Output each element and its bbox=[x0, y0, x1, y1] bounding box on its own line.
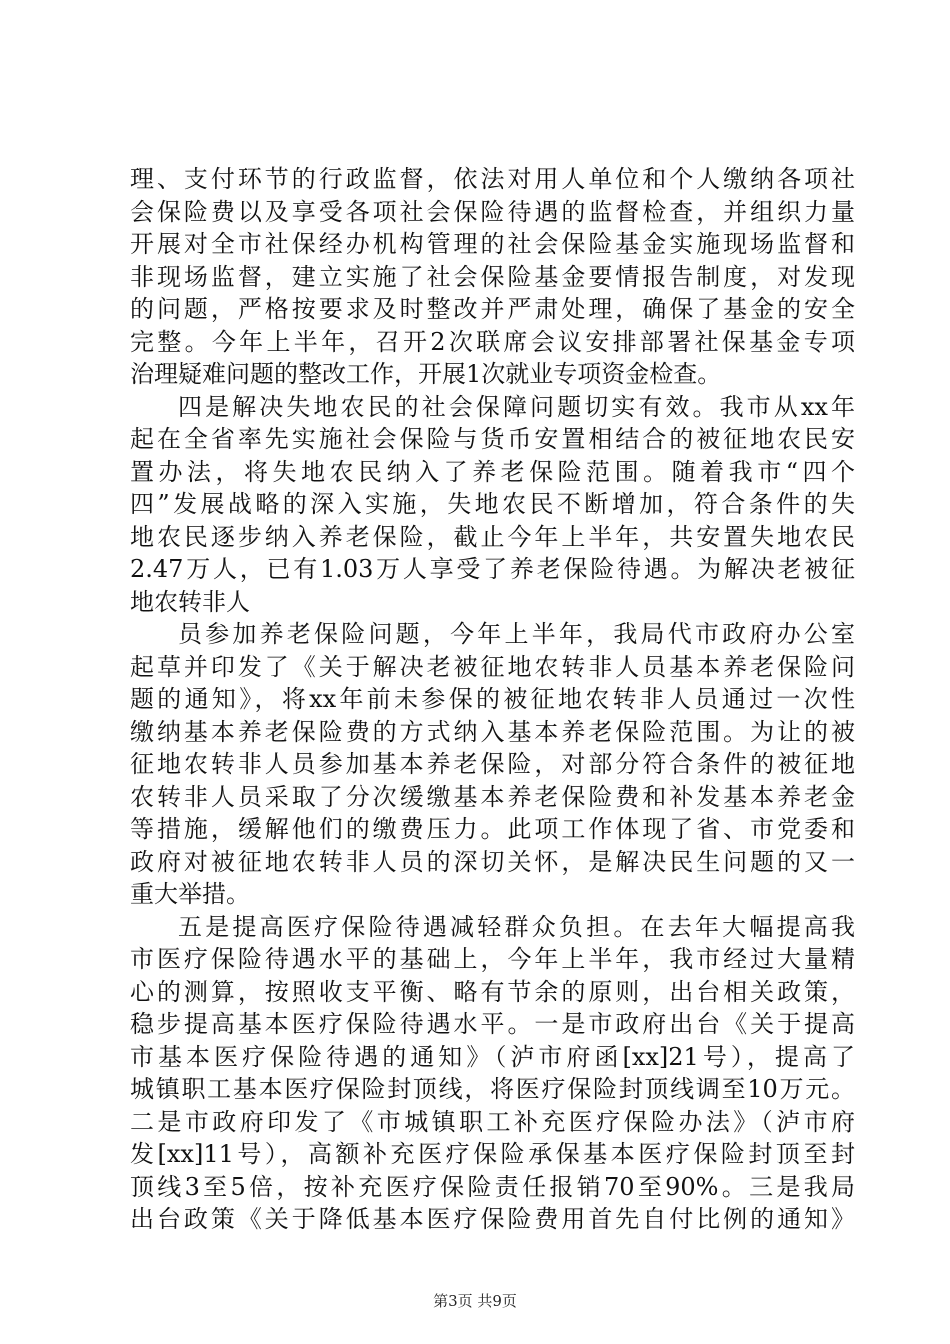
text-line: 出台政策《关于降低基本医疗保险费用首先自付比例的通知》 bbox=[130, 1205, 855, 1233]
text-line: 地农转非人 bbox=[130, 587, 250, 616]
text-line: 市医疗保险待遇水平的基础上，今年上半年，我市经过大量精 bbox=[130, 945, 855, 973]
text-line: 四”发展战略的深入实施，失地农民不断增加，符合条件的失 bbox=[130, 490, 855, 518]
body-text bbox=[130, 163, 855, 1236]
paragraph-start-line: 员参加养老保险问题，今年上半年，我局代市政府办公室 bbox=[178, 620, 855, 648]
text-line: 会保险费以及享受各项社会保险待遇的监督检查，并组织力量 bbox=[130, 197, 855, 226]
text-line: 征地农转非人员参加基本养老保险，对部分符合条件的被征地 bbox=[130, 750, 855, 778]
text-line: 顶线3至5倍，按补充医疗保险责任报销70至90%。三是我局 bbox=[130, 1172, 855, 1201]
text-line: 政府对被征地农转非人员的深切关怀，是解决民生问题的又一 bbox=[130, 847, 855, 876]
text-line: 治理疑难问题的整改工作，开展1次就业专项资金检查。 bbox=[130, 360, 722, 388]
text-line: 2.47万人，已有1.03万人享受了养老保险待遇。为解决老被征 bbox=[130, 555, 855, 583]
paragraph-start-line: 五是提高医疗保险待遇减轻群众负担。在去年大幅提高我 bbox=[178, 912, 855, 941]
text-line: 起在全省率先实施社会保险与货币安置相结合的被征地农民安 bbox=[130, 425, 855, 453]
paragraph-start-line: 四是解决失地农民的社会保障问题切实有效。我市从xx年 bbox=[178, 392, 855, 421]
text-line: 起草并印发了《关于解决老被征地农转非人员基本养老保险问 bbox=[130, 652, 855, 681]
text-line: 发[xx]11号），高额补充医疗保险承保基本医疗保险封顶至封 bbox=[130, 1140, 855, 1168]
text-line: 二是市政府印发了《市城镇职工补充医疗保险办法》（泸市府 bbox=[130, 1107, 855, 1136]
text-line: 置办法，将失地农民纳入了养老保险范围。随着我市“四个 bbox=[130, 457, 855, 486]
text-line: 地农民逐步纳入养老保险，截止今年上半年，共安置失地农民 bbox=[130, 522, 855, 551]
text-line: 农转非人员采取了分次缓缴基本养老保险费和补发基本养老金 bbox=[130, 782, 855, 811]
text-line: 心的测算，按照收支平衡、略有节余的原则，出台相关政策， bbox=[130, 977, 855, 1006]
text-line: 缴纳基本养老保险费的方式纳入基本养老保险范围。为让的被 bbox=[130, 717, 855, 746]
text-line: 完整。今年上半年，召开2次联席会议安排部署社保基金专项 bbox=[130, 327, 855, 356]
text-line: 非现场监督，建立实施了社会保险基金要情报告制度，对发现 bbox=[130, 262, 855, 291]
page-number-footer: 第3页 共9页 bbox=[433, 1292, 517, 1310]
text-line: 稳步提高基本医疗保险待遇水平。一是市政府出台《关于提高 bbox=[130, 1010, 855, 1038]
text-line: 等措施，缓解他们的缴费压力。此项工作体现了省、市党委和 bbox=[130, 815, 855, 843]
text-line: 重大举措。 bbox=[130, 880, 250, 908]
text-line: 理、支付环节的行政监督，依法对用人单位和个人缴纳各项社 bbox=[130, 165, 855, 193]
text-line: 市基本医疗保险待遇的通知》（泸市府函[xx]21号），提高了 bbox=[130, 1042, 855, 1071]
text-line: 城镇职工基本医疗保险封顶线，将医疗保险封顶线调至10万元。 bbox=[130, 1075, 855, 1103]
text-line: 题的通知》，将xx年前未参保的被征地农转非人员通过一次性 bbox=[130, 685, 855, 713]
text-line: 的问题，严格按要求及时整改并严肃处理，确保了基金的安全 bbox=[130, 295, 855, 323]
text-line: 开展对全市社保经办机构管理的社会保险基金实施现场监督和 bbox=[130, 230, 855, 258]
